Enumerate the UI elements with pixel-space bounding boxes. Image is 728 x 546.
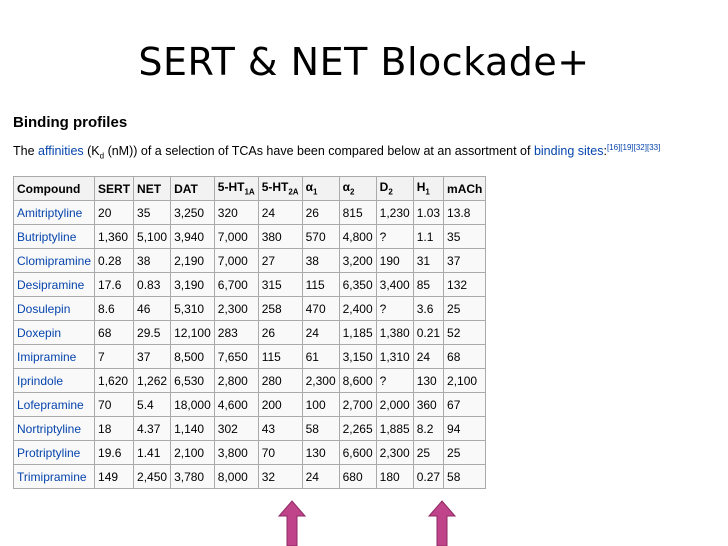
table-cell: 6,530 [171,369,215,393]
table-cell: 27 [258,249,302,273]
table-row [14,201,486,225]
intro-mid: of a selection of TCAs have been compared below at an assortment of [137,144,534,158]
compound-link[interactable]: Lofepramine [14,393,95,417]
table-cell: 6,350 [339,273,376,297]
table-row [14,417,486,441]
binding-profiles-table [13,176,486,489]
table-cell: 25 [444,441,486,465]
column-header [95,177,134,201]
table-cell: 85 [413,273,443,297]
table-cell: 94 [444,417,486,441]
table-cell: 258 [258,297,302,321]
table-cell: 38 [302,249,339,273]
table-cell: 20 [95,201,134,225]
arrow-up-shape [279,501,305,546]
table-cell: 130 [413,369,443,393]
table-cell: 37 [134,345,171,369]
table-cell: 68 [444,345,486,369]
table-cell: 8.6 [95,297,134,321]
affinities-link[interactable]: affinities [38,144,84,158]
column-header [376,177,413,201]
table-cell: 470 [302,297,339,321]
table-cell: 570 [302,225,339,249]
kd-close: (nM)) [104,144,138,158]
reference-16[interactable]: [16] [606,143,621,152]
table-row [14,249,486,273]
table-cell: 3,190 [171,273,215,297]
table-cell: 1.03 [413,201,443,225]
table-cell: 0.83 [134,273,171,297]
table-row [14,369,486,393]
compound-link[interactable]: Butriptyline [14,225,95,249]
table-cell: 2,300 [376,441,413,465]
table-cell: 1,380 [376,321,413,345]
table-cell: 6,700 [214,273,258,297]
table-cell: 17.6 [95,273,134,297]
table-cell: 4,600 [214,393,258,417]
table-cell: 6,600 [339,441,376,465]
table-cell: 43 [258,417,302,441]
section-heading: Binding profiles [13,114,128,131]
table-cell: 0.28 [95,249,134,273]
column-header-label: mACh [447,181,483,196]
table-cell: 4.37 [134,417,171,441]
table-cell: 3,940 [171,225,215,249]
table-cell: 5,310 [171,297,215,321]
compound-link[interactable]: Iprindole [14,369,95,393]
column-header-label: α [342,180,351,195]
column-header [413,177,443,201]
table-cell: 2,100 [171,441,215,465]
table-cell: 1,360 [95,225,134,249]
table-cell: 38 [134,249,171,273]
table-cell: 29.5 [134,321,171,345]
table-cell: ? [376,297,413,321]
table-cell: ? [376,225,413,249]
compound-link[interactable]: Nortriptyline [14,417,95,441]
table-cell: 2,000 [376,393,413,417]
table-cell: 24 [258,201,302,225]
table-row [14,465,486,489]
table-cell: 3,780 [171,465,215,489]
table-cell: 200 [258,393,302,417]
table-cell: ? [376,369,413,393]
table-cell: 1.41 [134,441,171,465]
intro-paragraph [13,143,660,161]
table-cell: 32 [258,465,302,489]
column-header-label: SERT [98,181,131,196]
column-header [258,177,302,201]
column-header-label: D [379,180,389,195]
column-header-label: Compound [17,181,81,196]
table-cell: 2,265 [339,417,376,441]
table-cell: 8.2 [413,417,443,441]
table-header-row [14,177,486,201]
reference-32[interactable]: [32] [633,143,647,152]
table-cell: 0.21 [413,321,443,345]
table-cell: 2,450 [134,465,171,489]
table-cell: 100 [302,393,339,417]
intro-post: : [603,144,607,158]
table-cell: 68 [95,321,134,345]
reference-19[interactable]: [19] [620,143,634,152]
intro-pre: The [13,144,39,158]
table-cell: 7,000 [214,225,258,249]
table-cell: 58 [302,417,339,441]
slide-title: SERT & NET Blockade+ [138,40,590,84]
column-header-label: 5-HT [217,180,245,195]
table-cell: 35 [134,201,171,225]
table-body [14,201,486,489]
table-cell: 18 [95,417,134,441]
table-cell: 5.4 [134,393,171,417]
table-cell: 24 [302,321,339,345]
column-header-label: DAT [174,181,198,196]
table-cell: 5,100 [134,225,171,249]
reference-33[interactable]: [33] [646,143,661,152]
table-cell: 680 [339,465,376,489]
table-cell: 2,190 [171,249,215,273]
table-cell: 3,250 [171,201,215,225]
table-cell: 1,185 [339,321,376,345]
column-header-subscript: 2A [288,187,299,197]
table-cell: 3,200 [339,249,376,273]
column-header-subscript: 1 [425,187,430,197]
compound-link[interactable]: Clomipramine [14,249,95,273]
table-cell: 24 [302,465,339,489]
table-cell: 2,100 [444,369,486,393]
table-cell: 8,000 [214,465,258,489]
kd-open: (K [83,144,100,158]
table-cell: 35 [444,225,486,249]
table-row [14,321,486,345]
compound-link[interactable]: Dosulepin [14,297,95,321]
table-cell: 1,620 [95,369,134,393]
kd-subscript: d [99,151,105,161]
column-header-subscript: 1A [244,187,255,197]
table-row [14,297,486,321]
table-cell: 25 [413,441,443,465]
table-cell: 31 [413,249,443,273]
arrow-up-icon-5ht2a [278,500,306,546]
table-cell: 67 [444,393,486,417]
table-cell: 0.27 [413,465,443,489]
column-header-label: 5-HT [261,180,289,195]
table-cell: 130 [302,441,339,465]
table-cell: 52 [444,321,486,345]
compound-link[interactable]: Trimipramine [14,465,95,489]
table-cell: 815 [339,201,376,225]
table-cell: 1,885 [376,417,413,441]
compound-link[interactable]: Amitriptyline [14,201,95,225]
table-cell: 149 [95,465,134,489]
column-header [302,177,339,201]
table-cell: 58 [444,465,486,489]
column-header-label: H [416,180,426,195]
table-cell: 2,300 [214,297,258,321]
table-cell: 280 [258,369,302,393]
table-cell: 180 [376,465,413,489]
column-header-subscript: 2 [388,187,393,197]
arrow-up-shape [429,501,455,546]
table-cell: 8,600 [339,369,376,393]
table-cell: 18,000 [171,393,215,417]
table-cell: 315 [258,273,302,297]
table-cell: 25 [444,297,486,321]
table-cell: 2,400 [339,297,376,321]
table-cell: 46 [134,297,171,321]
table-row [14,273,486,297]
binding-sites-link[interactable]: binding sites [533,144,604,158]
table-cell: 7,650 [214,345,258,369]
table-cell: 1,230 [376,201,413,225]
table-cell: 8,500 [171,345,215,369]
column-header-label: α [305,180,313,195]
table-cell: 1,310 [376,345,413,369]
column-header [134,177,171,201]
table-cell: 115 [258,345,302,369]
table-cell: 1.1 [413,225,443,249]
table-row [14,393,486,417]
table-row [14,345,486,369]
compound-link[interactable]: Desipramine [14,273,95,297]
table-cell: 1,262 [134,369,171,393]
table-cell: 4,800 [339,225,376,249]
table-cell: 61 [302,345,339,369]
table-cell: 12,100 [171,321,215,345]
table-cell: 1,140 [171,417,215,441]
table-cell: 360 [413,393,443,417]
table-cell: 190 [376,249,413,273]
table-cell: 7,000 [214,249,258,273]
table-cell: 2,800 [214,369,258,393]
column-header [214,177,258,201]
table-cell: 70 [95,393,134,417]
table-cell: 132 [444,273,486,297]
table-cell: 3.6 [413,297,443,321]
table-cell: 19.6 [95,441,134,465]
column-header [339,177,376,201]
table-cell: 320 [214,201,258,225]
table-cell: 3,150 [339,345,376,369]
compound-link[interactable]: Doxepin [14,321,95,345]
table-cell: 26 [302,201,339,225]
table-cell: 302 [214,417,258,441]
table-cell: 115 [302,273,339,297]
arrow-up-icon-h1 [428,500,456,546]
table-cell: 3,800 [214,441,258,465]
column-header [171,177,215,201]
table-row [14,441,486,465]
column-header-label: NET [137,181,162,196]
table-cell: 7 [95,345,134,369]
table-cell: 37 [444,249,486,273]
table-cell: 24 [413,345,443,369]
table-cell: 283 [214,321,258,345]
table-cell: 3,400 [376,273,413,297]
table-cell: 26 [258,321,302,345]
column-header [444,177,486,201]
column-header-subscript: 1 [312,187,318,197]
table-cell: 380 [258,225,302,249]
table-cell: 13.8 [444,201,486,225]
table-cell: 2,700 [339,393,376,417]
column-header-subscript: 2 [350,187,355,197]
table-cell: 70 [258,441,302,465]
table-cell: 2,300 [302,369,339,393]
column-header [14,177,95,201]
table-row [14,225,486,249]
compound-link[interactable]: Imipramine [14,345,95,369]
compound-link[interactable]: Protriptyline [14,441,95,465]
